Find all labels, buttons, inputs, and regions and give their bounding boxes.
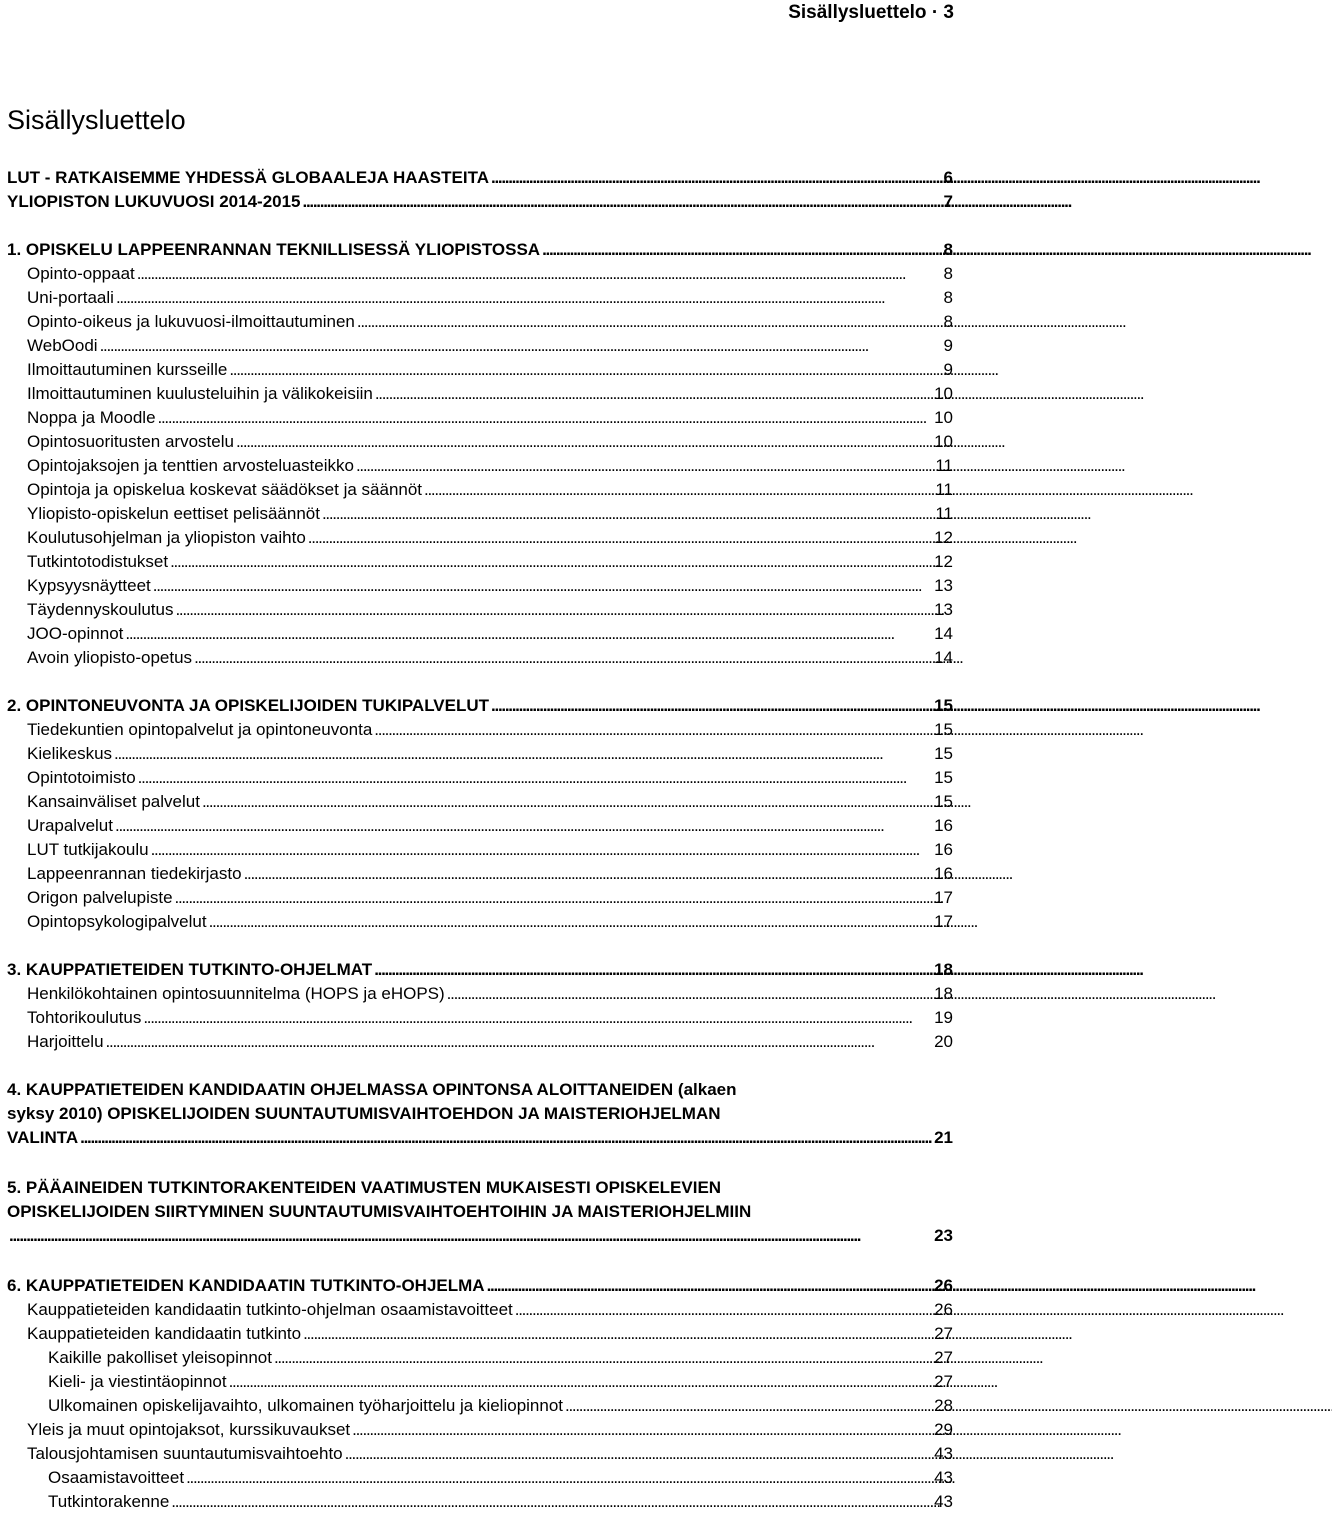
toc-entry-page: 12: [934, 528, 953, 547]
dot-leader: [565, 1394, 932, 1418]
toc-entry-label-line: OPISKELIJOIDEN SIIRTYMINEN SUUNTAUTUMISVAIHTOEHTOIHIN JA MAISTERIOHJELMIIN: [7, 1202, 752, 1221]
toc-entry-label: Ilmoittautuminen kuulusteluihin ja välikokeisiin: [27, 384, 373, 403]
table-of-contents: [0, 166, 960, 1514]
toc-entry-label: Kieli- ja viestintäopinnot: [48, 1372, 227, 1391]
toc-entry[interactable]: [0, 1418, 960, 1442]
dot-leader: [487, 1274, 933, 1298]
toc-entry[interactable]: [0, 646, 960, 670]
toc-entry-page: 10: [934, 384, 953, 403]
toc-entry-label: JOO-opinnot: [27, 624, 124, 643]
toc-entry-label: Opinto-oppaat: [27, 264, 135, 283]
toc-entry[interactable]: [0, 478, 960, 502]
toc-entry-page: 43: [934, 1468, 953, 1487]
toc-entry-label: 6. KAUPPATIETEIDEN KANDIDAATIN TUTKINTO-OHJELMA: [7, 1276, 485, 1295]
toc-entry[interactable]: [0, 526, 960, 550]
toc-entry-label: Opintoja ja opiskelua koskevat säädökset ja säännöt: [27, 480, 423, 499]
toc-entry-page: 15: [934, 768, 953, 787]
toc-entry[interactable]: [0, 310, 960, 334]
toc-entry-label: Opinto-oikeus ja lukuvuosi-ilmoittautuminen: [27, 312, 355, 331]
toc-entry[interactable]: [0, 502, 960, 526]
toc-entry-page: 12: [934, 552, 953, 571]
toc-entry[interactable]: [0, 382, 960, 406]
dot-leader: [447, 982, 932, 1006]
toc-entry-page: 9: [943, 336, 953, 355]
dot-leader: [158, 406, 933, 430]
toc-entry[interactable]: [0, 262, 960, 286]
dot-leader: [491, 166, 942, 190]
toc-entry[interactable]: [0, 694, 960, 718]
toc-entry[interactable]: [0, 1030, 960, 1054]
toc-entry[interactable]: [0, 574, 960, 598]
toc-entry-label: Kansainväliset palvelut: [27, 792, 200, 811]
dot-leader: [137, 262, 942, 286]
toc-entry[interactable]: [0, 958, 960, 982]
toc-entry[interactable]: [0, 1274, 960, 1298]
dot-leader: [170, 550, 932, 574]
toc-entry-page: 29: [934, 1420, 953, 1439]
toc-entry[interactable]: [0, 1394, 960, 1418]
toc-entry-page: 10: [934, 408, 953, 427]
toc-entry-label: Yleis ja muut opintojaksot, kurssikuvaukset: [27, 1420, 351, 1439]
toc-entry-page: 20: [934, 1032, 953, 1051]
toc-entry-label: WebOodi: [27, 336, 98, 355]
dot-leader: [352, 1418, 932, 1442]
toc-entry-page: 43: [934, 1444, 953, 1463]
dot-leader: [125, 622, 932, 646]
dot-leader: [229, 358, 941, 382]
toc-entry-page: 14: [934, 648, 953, 667]
toc-entry-page: 8: [943, 312, 953, 331]
dot-leader: [374, 718, 932, 742]
dot-leader: [143, 1006, 932, 1030]
toc-entry[interactable]: [0, 1298, 960, 1322]
dot-leader: [9, 1224, 932, 1248]
toc-entry-label: Lappeenrannan tiedekirjasto: [27, 864, 242, 883]
toc-entry-section-5[interactable]: [0, 1176, 960, 1248]
page-title: Sisällysluettelo: [7, 105, 186, 135]
toc-entry[interactable]: [0, 358, 960, 382]
toc-entry-page: 21: [934, 1128, 953, 1147]
toc-entry-label: Täydennyskoulutus: [27, 600, 174, 619]
toc-entry[interactable]: [0, 1370, 960, 1394]
toc-entry-page: 7: [943, 192, 953, 211]
toc-entry-page: 11: [935, 504, 953, 523]
dot-leader: [244, 862, 933, 886]
dot-leader: [542, 238, 941, 262]
toc-entry-label: Tohtorikoulutus: [27, 1008, 142, 1027]
toc-entry[interactable]: [0, 742, 960, 766]
toc-entry[interactable]: [0, 718, 960, 742]
toc-entry[interactable]: [0, 334, 960, 358]
dot-leader: [202, 790, 932, 814]
toc-entry-page: 11: [935, 480, 953, 499]
dot-leader: [357, 310, 942, 334]
toc-entry-label: Urapalvelut: [27, 816, 113, 835]
dot-leader: [424, 478, 933, 502]
toc-entry[interactable]: [0, 406, 960, 430]
toc-entry[interactable]: [0, 550, 960, 574]
toc-entry-page: 17: [934, 912, 953, 931]
toc-entry-label: Harjoittelu: [27, 1032, 104, 1051]
toc-entry-page: 19: [934, 1008, 953, 1027]
toc-entry-page: 15: [934, 792, 953, 811]
dot-leader: [153, 574, 932, 598]
running-header: Sisällysluettelo · 3: [788, 2, 954, 23]
toc-entry[interactable]: [0, 862, 960, 886]
dot-leader: [491, 694, 932, 718]
toc-entry-page: 23: [934, 1226, 953, 1245]
toc-entry[interactable]: [0, 766, 960, 790]
toc-entry-label: 3. KAUPPATIETEIDEN TUTKINTO-OHJELMAT: [7, 960, 373, 979]
toc-entry[interactable]: [0, 838, 960, 862]
toc-entry-page: 10: [934, 432, 953, 451]
toc-entry[interactable]: [0, 238, 960, 262]
dot-leader: [374, 958, 932, 982]
dot-leader: [515, 1298, 932, 1322]
toc-entry-page: 16: [934, 816, 953, 835]
dot-leader: [80, 1126, 932, 1150]
toc-entry-page: 6: [943, 168, 953, 187]
toc-entry-label-line: 4. KAUPPATIETEIDEN KANDIDAATIN OHJELMASSA OPINTONSA ALOITTANEIDEN (alkaen: [7, 1080, 737, 1099]
toc-entry[interactable]: [0, 1490, 960, 1514]
toc-entry[interactable]: [0, 982, 960, 1006]
dot-leader: [171, 1490, 932, 1514]
toc-entry-label: Tutkintotodistukset: [27, 552, 169, 571]
toc-entry-page: 8: [943, 264, 953, 283]
dot-leader: [106, 1030, 933, 1054]
dot-leader: [209, 910, 933, 934]
toc-entry-label: Opintopsykologipalvelut: [27, 912, 207, 931]
toc-entry-label-line: VALINTA: [7, 1128, 79, 1147]
toc-entry-label: LUT - RATKAISEMME YHDESSÄ GLOBAALEJA HAASTEITA: [7, 168, 489, 187]
toc-entry-label: Yliopisto-opiskelun eettiset pelisäännöt: [27, 504, 320, 523]
toc-entry[interactable]: [0, 910, 960, 934]
dot-leader: [322, 502, 933, 526]
toc-entry[interactable]: [0, 1346, 960, 1370]
toc-entry-label: Noppa ja Moodle: [27, 408, 156, 427]
toc-entry-label: Uni-portaali: [27, 288, 114, 307]
toc-entry-page: 28: [934, 1396, 953, 1415]
toc-entry-page: 15: [934, 744, 953, 763]
toc-entry-label: Talousjohtamisen suuntautumisvaihtoehto: [27, 1444, 343, 1463]
toc-entry-page: 16: [934, 840, 953, 859]
toc-entry-page: 14: [934, 624, 953, 643]
toc-entry[interactable]: [0, 430, 960, 454]
toc-entry-page: 27: [934, 1324, 953, 1343]
dot-leader: [308, 526, 932, 550]
toc-entry-label: Koulutusohjelman ja yliopiston vaihto: [27, 528, 306, 547]
dot-leader: [116, 286, 942, 310]
dot-leader: [375, 382, 932, 406]
toc-entry-label: Opintosuoritusten arvostelu: [27, 432, 234, 451]
dot-leader: [356, 454, 933, 478]
toc-entry-label: Kielikeskus: [27, 744, 113, 763]
toc-entry[interactable]: [0, 814, 960, 838]
toc-entry-label: Opintotoimisto: [27, 768, 136, 787]
dot-leader: [236, 430, 932, 454]
dot-leader: [151, 838, 932, 862]
dot-leader: [138, 766, 932, 790]
toc-entry-page: 13: [934, 576, 953, 595]
toc-entry-page: 15: [934, 696, 953, 715]
toc-entry-label: Tutkintorakenne: [48, 1492, 170, 1511]
toc-entry-label: 2. OPINTONEUVONTA JA OPISKELIJOIDEN TUKIPALVELUT: [7, 696, 490, 715]
toc-entry-page: 27: [934, 1348, 953, 1367]
toc-entry-page: 13: [934, 600, 953, 619]
toc-entry-label-line: 5. PÄÄAINEIDEN TUTKINTORAKENTEIDEN VAATIMUSTEN MUKAISESTI OPISKELEVIEN: [7, 1178, 722, 1197]
toc-entry-page: 18: [934, 960, 953, 979]
toc-entry[interactable]: [0, 190, 960, 214]
dot-leader: [115, 814, 932, 838]
toc-entry-section-4[interactable]: [0, 1078, 960, 1150]
toc-entry-label: Osaamistavoitteet: [48, 1468, 185, 1487]
dot-leader: [100, 334, 942, 358]
toc-entry[interactable]: [0, 622, 960, 646]
toc-entry[interactable]: [0, 886, 960, 910]
toc-entry-page: 18: [934, 984, 953, 1003]
dot-leader: [345, 1442, 932, 1466]
toc-entry-page: 16: [934, 864, 953, 883]
toc-entry-page: 17: [934, 888, 953, 907]
toc-entry[interactable]: [0, 454, 960, 478]
toc-entry[interactable]: [0, 286, 960, 310]
dot-leader: [194, 646, 932, 670]
dot-leader: [303, 190, 942, 214]
toc-entry-label: Opintojaksojen ja tenttien arvosteluasteikko: [27, 456, 354, 475]
toc-entry-label: Henkilökohtainen opintosuunnitelma (HOPS ja eHOPS): [27, 984, 445, 1003]
toc-entry-page: 27: [934, 1372, 953, 1391]
toc-entry-page: 8: [943, 240, 953, 259]
toc-entry-label: LUT tutkijakoulu: [27, 840, 149, 859]
toc-entry[interactable]: [0, 1322, 960, 1346]
toc-entry-label-line: syksy 2010) OPISKELIJOIDEN SUUNTAUTUMISVAIHTOEHDON JA MAISTERIOHJELMAN: [7, 1104, 721, 1123]
dot-leader: [175, 886, 933, 910]
toc-entry-page: 26: [934, 1300, 953, 1319]
toc-entry-label: Ilmoittautuminen kursseille: [27, 360, 228, 379]
toc-entry-label: Kauppatieteiden kandidaatin tutkinto: [27, 1324, 302, 1343]
dot-leader: [303, 1322, 932, 1346]
toc-entry-label: Kauppatieteiden kandidaatin tutkinto-ohjelman osaamistavoitteet: [27, 1300, 513, 1319]
toc-entry[interactable]: [0, 1006, 960, 1030]
toc-entry-label: Kaikille pakolliset yleisopinnot: [48, 1348, 272, 1367]
toc-entry-label: Avoin yliopisto-opetus: [27, 648, 193, 667]
toc-entry-page: 26: [934, 1276, 953, 1295]
toc-entry[interactable]: [0, 1466, 960, 1490]
toc-entry[interactable]: [0, 598, 960, 622]
toc-entry-page: 15: [934, 720, 953, 739]
toc-entry-label: Origon palvelupiste: [27, 888, 173, 907]
dot-leader: [274, 1346, 932, 1370]
toc-entry-page: 9: [943, 360, 953, 379]
toc-entry-page: 43: [934, 1492, 953, 1511]
toc-entry-label: 1. OPISKELU LAPPEENRANNAN TEKNILLISESSÄ YLIOPISTOSSA: [7, 240, 541, 259]
toc-entry[interactable]: [0, 166, 960, 190]
dot-leader: [229, 1370, 932, 1394]
dot-leader: [175, 598, 932, 622]
dot-leader: [186, 1466, 932, 1490]
toc-entry-label: Tiedekuntien opintopalvelut ja opintoneuvonta: [27, 720, 373, 739]
toc-entry[interactable]: [0, 1442, 960, 1466]
toc-entry-label: Kypsyysnäytteet: [27, 576, 151, 595]
toc-entry-page: 11: [935, 456, 953, 475]
toc-entry-label: Ulkomainen opiskelijavaihto, ulkomainen työharjoittelu ja kieliopinnot: [48, 1396, 564, 1415]
dot-leader: [114, 742, 932, 766]
toc-entry-page: 8: [943, 288, 953, 307]
toc-entry-label: YLIOPISTON LUKUVUOSI 2014-2015: [7, 192, 301, 211]
toc-entry[interactable]: [0, 790, 960, 814]
